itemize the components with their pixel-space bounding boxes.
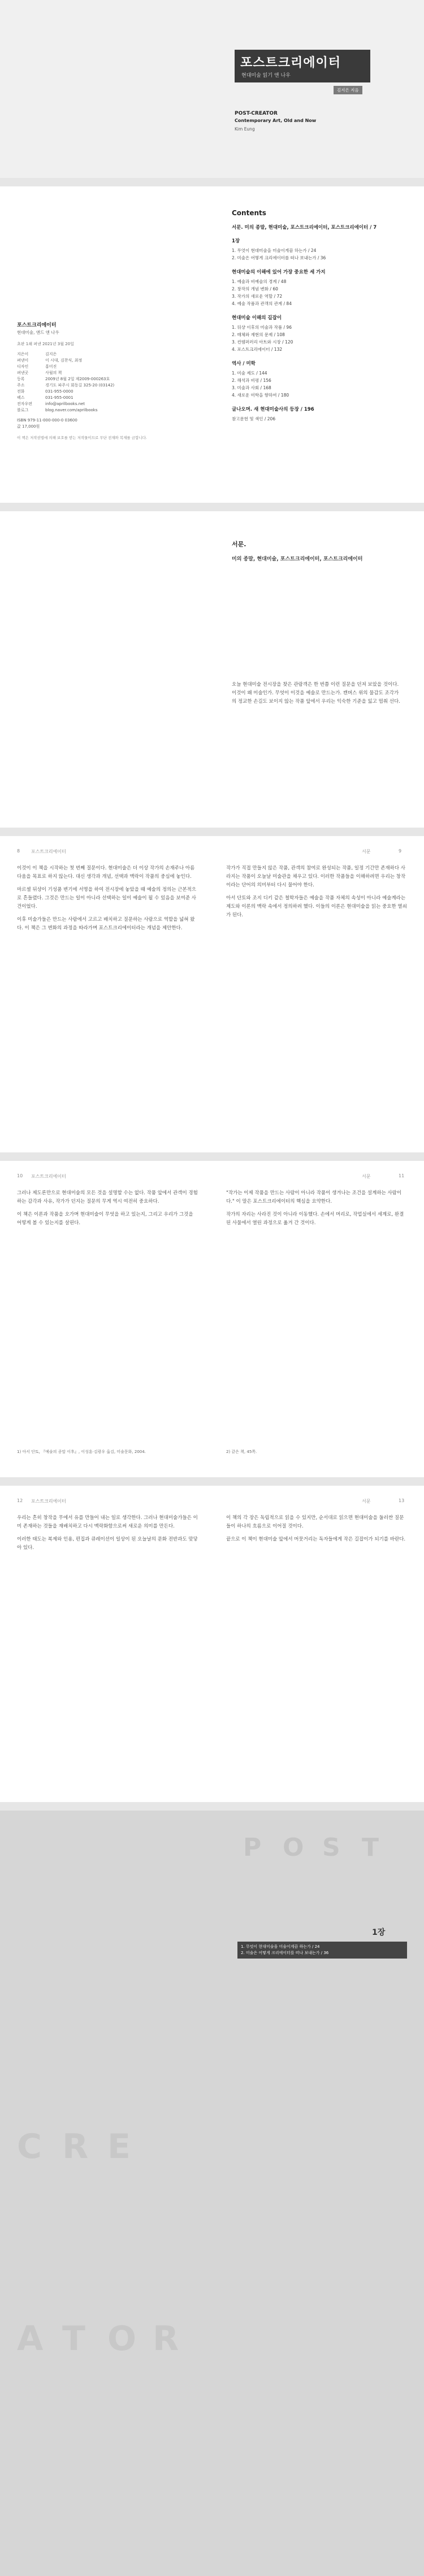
page-number: 8 [17,848,20,854]
colophon-row: 등록 2009년 8월 2일 제2009-000263호 [17,377,110,381]
cover-subtitle: 현대미술 읽기 앤 나우 [241,73,291,79]
body-paragraph: 아서 단토와 조지 디키 같은 철학자들은 예술을 작품 자체의 속성이 아니라 예술계라는 제도와 이론의 맥락 속에서 정의하려 했다. 이들의 이론은 현대미술을 읽는 중요한 열쇠가 된다. [226,895,407,918]
body-paragraph: 그러나 제도론만으로 현대미술의 모든 것을 설명할 수는 없다. 작품 앞에서 관객이 경험하는 감각과 사유, 작가가 던지는 질문의 무게 역시 여전히 중요하다. [17,1190,198,1204]
body-paragraph: 이후 미술가들은 만드는 사람에서 고르고 배치하고 질문하는 사람으로 역할을 넓혀 왔다. 이 책은 그 변화의 과정을 따라가며 포스트크리에이터라는 개념을 제안한다. [17,917,195,931]
running-header: 포스트크리에이터 [31,849,66,854]
toc-item[interactable]: 3. 컨템퍼러리 아트와 시장 / 120 [232,340,293,345]
right-column [226,864,407,924]
toc-item[interactable]: 3. 미술과 사회 / 168 [232,385,271,390]
colophon-row: 펴낸곳 사월의 책 [17,371,62,375]
toc-item[interactable]: 4. 포스트크리에이터 / 132 [232,347,283,352]
body-paragraph: 마르셀 뒤샹이 기성품 변기에 서명을 하여 전시장에 놓았을 때 예술의 정의는 근본적으로 흔들렸다. 그것은 만드는 일이 아니라 선택하는 일이 예술이 될 수 있음을 보여준 사건이었다. [17,887,197,910]
right-column [226,1189,407,1232]
chapter-title: 미의 종말, 현대미술, 포스트크리에이터, 포스트크리에이터 [232,556,363,562]
decorative-letter: A [17,2319,44,2359]
running-header: 포스트크리에이터 [31,1499,66,1504]
page-number: 10 [17,1173,23,1178]
divider-label: 1장 [372,1928,386,1937]
decorative-letter: E [107,2127,131,2166]
table-of-contents [232,209,407,423]
cover-page [0,0,424,178]
divider-tag: 2. 미술은 어떻게 크리에이터를 떠나 보내는가 / 36 [241,1951,329,1955]
page-number: 9 [399,848,402,854]
colophon-toc-spread [0,186,424,503]
body-paragraph: 끝으로 이 책이 현대미술 앞에서 머뭇거리는 독자들에게 작은 길잡이가 되기를 바란다. [226,1537,406,1542]
page-number: 12 [17,1498,23,1503]
body-spread-3 [0,1486,424,1802]
left-column [17,1189,198,1232]
colophon-price: 값 17,000원 [17,424,40,429]
colophon-isbn: ISBN 979-11-000-000-0 03600 [17,418,77,423]
toc-item[interactable]: 2. 미술은 어떻게 크리에이터를 떠나 보내는가 / 36 [232,255,326,260]
left-column [17,864,198,937]
toc-title: Contents [232,209,266,217]
colophon-row: 디자인 홍미진 [17,364,57,369]
cover-badge: 김지은 지음 [334,86,362,94]
body-paragraph: 이 책은 이론과 작품을 오가며 현대미술이 무엇을 하고 있는지, 그리고 우리가 그것을 어떻게 볼 수 있는지를 살핀다. [17,1212,193,1226]
decorative-letter: T [62,2319,85,2359]
divider-tag: 1. 무엇이 현대미술을 미술이게끔 하는가 / 24 [241,1944,320,1949]
cover-title: 포스트크리에이터 [240,56,341,70]
decorative-letter: C [17,2127,42,2166]
colophon-row: 펴낸이 이 시대, 김찬식, 최정 [17,358,83,363]
toc-item[interactable]: 3. 작가의 새로운 역할 / 72 [232,294,283,299]
toc-section-heading: 현대미술의 이해에 있어 가장 중요한 세 가지 [232,269,326,275]
toc-references[interactable]: 참고문헌 및 색인 / 206 [232,416,276,421]
body-paragraph: 이러한 태도는 복제와 인용, 편집과 큐레이션이 일상이 된 오늘날의 문화 전반과도 맞닿아 있다. [17,1537,198,1551]
toc-item[interactable]: 1. 미술 제도 / 144 [232,371,267,376]
decorative-letter: R [62,2127,89,2166]
colophon-row: 블로그 blog.naver.com/aprilbooks [17,408,98,412]
toc-item[interactable]: 1. 뒤샹 이후의 미술과 작품 / 96 [232,325,292,330]
body-paragraph: 이 책의 각 장은 독립적으로 읽을 수 있지만, 순서대로 읽으면 현대미술을 둘러싼 질문들이 하나의 흐름으로 이어질 것이다. [226,1515,404,1529]
body-spread-2 [0,1161,424,1477]
page-number: 11 [399,1173,405,1178]
colophon-subtitle: 현대미술, 앤드 앤 나우 [17,330,59,335]
toc-item[interactable]: 1. 무엇이 현대미술을 미술이게끔 하는가 / 24 [232,248,317,253]
colophon-date: 초판 1쇄 펴낸 2021년 3월 20일 [17,342,74,346]
page-number: 13 [399,1498,405,1503]
running-header: 서문 [362,1174,371,1179]
cover-title-en: POST-CREATOR [235,111,278,116]
letter-grid [0,1811,424,2576]
body-paragraph: 작가의 자리는 사라진 것이 아니라 이동했다. 손에서 머리로, 작업실에서 세계로, 완결된 사물에서 열린 과정으로 옮겨 간 것이다. [226,1212,404,1226]
decorative-letter: T [362,1833,379,1862]
colophon-row: 전화 031-955-0000 [17,389,73,394]
footnote: 2) 같은 책, 45쪽. [226,1450,257,1454]
chapter-paragraph: 오늘 현대미술 전시장을 찾은 관람객은 한 번쯤 이런 질문을 던져 보았을 것이다. 이것이 왜 미술인가. 무엇이 이것을 예술로 만드는가. 캔버스 위의 물감도 조각가의 정교한 손길도 보이지 않는 작품 앞에서 우리는 익숙한 기준을 잃고 멈춰 선다. [232,682,400,704]
chapter-divider-spread [0,1811,424,2576]
toc-closing[interactable]: 글나오며. 새 현대미술사의 등장 / 196 [232,407,314,412]
colophon-row: 지은이 김지은 [17,352,57,356]
body-spread-1 [0,836,424,1152]
decorative-letter: O [107,2319,137,2359]
body-paragraph: 이것이 이 책을 시작하는 첫 번째 질문이다. 현대미술은 더 이상 작가의 손재주나 아름다움을 목표로 하지 않는다. 대신 생각과 개념, 선택과 맥락이 작품의 중심에 놓인다. [17,865,195,880]
colophon [17,321,187,441]
running-header: 서문 [362,849,371,854]
colophon-row: 전자우편 info@aprilbooks.net [17,402,85,406]
decorative-letter: S [322,1833,340,1862]
colophon-title: 포스트크리에이터 [17,323,57,328]
colophon-rows [17,351,187,414]
decorative-letter: P [243,1833,262,1862]
toc-item[interactable]: 4. 새로운 미학을 향하여 / 180 [232,393,289,398]
toc-item[interactable]: 4. 예술 작품과 관객의 관계 / 84 [232,301,292,306]
body-paragraph: "작가는 이제 작품을 만드는 사람이 아니라 작품이 생겨나는 조건을 설계하는 사람이다." 이 말은 포스트크리에이터의 핵심을 요약한다. [226,1190,402,1204]
body-paragraph: 우리는 흔히 창작을 무에서 유를 만들어 내는 일로 생각한다. 그러나 현대미술가들은 이미 존재하는 것들을 재배치하고 다시 맥락화함으로써 새로운 의미를 만든다. [17,1515,198,1529]
chapter-label: 서문. [232,541,246,548]
running-header: 포스트크리에이터 [31,1174,66,1179]
decorative-letter: R [153,2319,179,2359]
toc-section-heading: 역사 / 미학 [232,361,256,367]
left-column [17,1514,198,1557]
toc-item[interactable]: 2. 창작의 개념 변화 / 60 [232,286,278,291]
toc-item[interactable]: 2. 매체와 재현의 문제 / 108 [232,332,285,337]
toc-section-heading: 현대미술 이해의 길잡이 [232,315,282,321]
toc-item[interactable]: 2. 해석과 비평 / 156 [232,378,271,383]
toc-intro: 서문. 미의 종말, 현대미술, 포스트크리에이터, 포스트크리에이터 / 7 [232,225,377,230]
cover-subtitle-en: Contemporary Art, Old and Now [235,118,317,123]
colophon-row: 주소 경기도 파주시 회동길 325-20 (03142) [17,383,115,388]
colophon-row: 팩스 031-955-0001 [17,395,73,400]
cover-author-en: Kim Eung [235,127,255,132]
right-column [226,1514,407,1548]
chapter-opener-spread [0,511,424,828]
running-header: 서문 [362,1499,371,1504]
decorative-letter: O [283,1833,304,1862]
colophon-note: 이 책은 저작권법에 의해 보호를 받는 저작물이므로 무단 전재와 복제를 금합니다. [17,436,147,440]
toc-item[interactable]: 1. 예술과 비예술의 경계 / 48 [232,279,287,284]
cover-title-box [235,50,370,82]
toc-section-heading: 1장 [232,238,240,244]
body-paragraph: 작가가 직접 만들지 않은 작품, 관객의 참여로 완성되는 작품, 일정 기간만 존재하다 사라지는 작품이 오늘날 미술관을 채우고 있다. 이러한 작품들을 이해하려면 우리는 창작이라는 단어의 의미부터 다시 물어야 한다. [226,865,406,888]
footnote: 1) 아서 단토, 『예술의 종말 이후』, 이성훈·김광우 옮김, 미술문화, 2004. [17,1450,146,1454]
